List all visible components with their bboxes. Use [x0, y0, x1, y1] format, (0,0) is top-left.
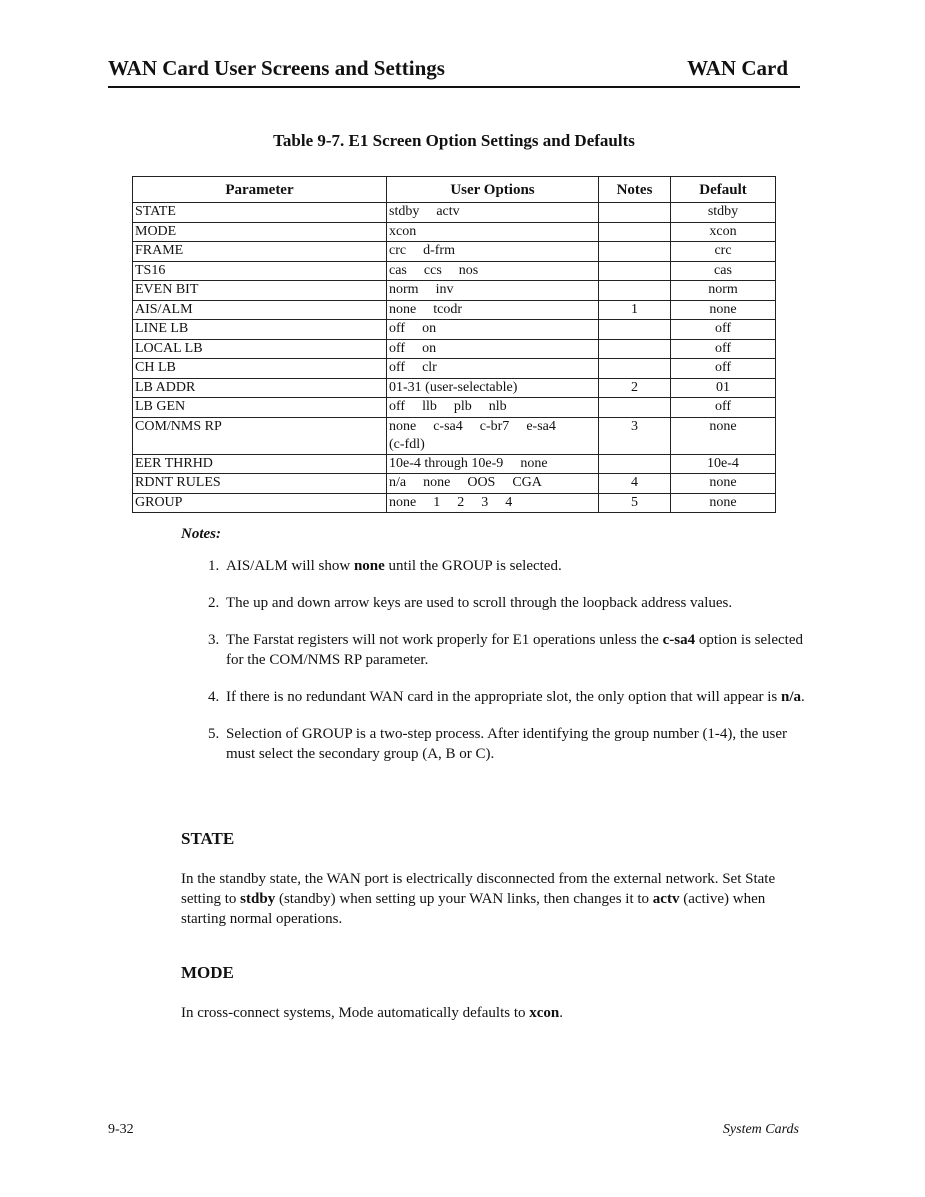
note-item [208, 593, 808, 613]
option-value: 10e-4 through 10e-9 [389, 455, 504, 471]
option-value: ccs [423, 262, 442, 278]
note-text: The up and down arrow keys are used to scroll through the loopback address values. [226, 595, 733, 611]
user-options-cell [387, 300, 599, 320]
user-options-cell [387, 359, 599, 379]
table-row [133, 281, 776, 301]
user-options-cell [387, 203, 599, 223]
header-title: WAN Card User Screens and Settings [108, 56, 445, 80]
notes-cell [599, 281, 671, 301]
option-value: inv [435, 282, 454, 297]
option-value: tcodr [433, 301, 462, 317]
bold-term: actv [652, 891, 680, 907]
option-value: 1 [433, 494, 441, 510]
notes-cell [599, 242, 671, 262]
default-cell: 10e-4 [671, 454, 776, 474]
option-value: CGA [512, 475, 542, 490]
option-value: off [389, 360, 406, 375]
option-value: nos [458, 262, 479, 278]
state-paragraph [181, 869, 801, 929]
table-row [133, 320, 776, 340]
note-text: The Farstat registers will not work properly for E1 operations unless the [226, 632, 663, 648]
notes-label: Notes: [181, 526, 221, 542]
note-text: until the GROUP is selected. [384, 558, 562, 574]
user-options-cell [387, 242, 599, 262]
option-value: none [520, 455, 548, 471]
option-value: crc [389, 243, 407, 258]
note-number: 1. [208, 558, 220, 574]
text-run: . [559, 1005, 563, 1021]
option-value: 4 [505, 494, 513, 510]
parameter-cell: EER THRHD [133, 454, 387, 474]
page-header [108, 54, 800, 88]
note-number: 3. [208, 632, 220, 648]
notes-cell [599, 203, 671, 223]
default-cell: none [671, 493, 776, 513]
parameter-cell: AIS/ALM [133, 300, 387, 320]
default-cell: off [671, 398, 776, 418]
text-run: (active) when starting normal operations. [181, 891, 766, 927]
user-options-cell [387, 320, 599, 340]
note-bold-term: none [353, 558, 385, 574]
table-row [133, 203, 776, 223]
note-text: If there is no redundant WAN card in the appropriate slot, the only option that will appear is [226, 689, 781, 705]
table-body [133, 203, 776, 513]
default-cell: 01 [671, 378, 776, 398]
option-value: cas [389, 262, 407, 278]
option-value: (c-fdl) [389, 436, 425, 452]
user-options-cell [387, 474, 599, 494]
column-header: User Options [387, 177, 599, 203]
table-row [133, 454, 776, 474]
option-value: none [423, 475, 451, 490]
user-options-cell [387, 261, 599, 281]
parameter-cell: RDNT RULES [133, 474, 387, 494]
option-value: 01-31 (user-selectable) [389, 379, 518, 395]
page-number: 9-32 [108, 1122, 134, 1137]
table-header-row [133, 177, 776, 203]
option-value: plb [453, 399, 472, 414]
notes-list [208, 556, 808, 781]
text-run: In cross-connect systems, Mode automatically defaults to [181, 1005, 530, 1021]
default-cell: norm [671, 281, 776, 301]
user-options-cell [387, 222, 599, 242]
user-options-cell [387, 281, 599, 301]
mode-paragraph [181, 1003, 801, 1023]
notes-cell: 5 [599, 493, 671, 513]
notes-cell [599, 222, 671, 242]
note-item [208, 724, 808, 764]
default-cell: off [671, 339, 776, 359]
option-value: none [389, 494, 417, 510]
table-row [133, 222, 776, 242]
option-value: c-sa4 [433, 418, 463, 434]
option-value: off [389, 399, 406, 414]
default-cell: stdby [671, 203, 776, 223]
notes-cell [599, 339, 671, 359]
bold-term: stdby [240, 891, 276, 907]
notes-cell: 4 [599, 474, 671, 494]
option-value: 2 [457, 494, 465, 510]
table-title: Table 9-7. E1 Screen Option Settings and Defaults [273, 131, 635, 150]
parameter-cell: TS16 [133, 261, 387, 281]
option-value: stdby [389, 204, 420, 219]
parameter-cell: LINE LB [133, 320, 387, 340]
note-item [208, 630, 808, 670]
note-text: option is selected for the COM/NMS RP parameter. [226, 632, 803, 668]
option-value: norm [389, 282, 419, 297]
notes-cell: 3 [599, 417, 671, 454]
note-item [208, 556, 808, 576]
user-options-cell [387, 417, 599, 454]
option-value: none [389, 418, 417, 434]
option-value: xcon [389, 223, 417, 239]
column-header: Parameter [133, 177, 387, 203]
table-row [133, 300, 776, 320]
user-options-cell [387, 339, 599, 359]
option-value: d-frm [423, 243, 455, 258]
note-bold-term: n/a [781, 689, 802, 705]
notes-cell [599, 359, 671, 379]
user-options-cell [387, 398, 599, 418]
option-value: none [389, 301, 417, 317]
table-row [133, 359, 776, 379]
table-row [133, 493, 776, 513]
parameter-cell: CH LB [133, 359, 387, 379]
note-number: 4. [208, 689, 220, 705]
table-row [133, 417, 776, 454]
parameter-cell: LB ADDR [133, 378, 387, 398]
option-value: c-br7 [479, 418, 510, 434]
notes-cell [599, 398, 671, 418]
default-cell: off [671, 359, 776, 379]
parameter-cell: STATE [133, 203, 387, 223]
option-value: n/a [389, 475, 407, 490]
note-bold-term: c-sa4 [662, 632, 696, 648]
table-row [133, 474, 776, 494]
parameter-cell: LOCAL LB [133, 339, 387, 359]
option-value: llb [422, 399, 437, 414]
option-value: e-sa4 [526, 418, 556, 434]
notes-cell: 2 [599, 378, 671, 398]
note-text: Selection of GROUP is a two-step process. After identifying the group number (1-4), the user must select the secondary group (A, B or C). [226, 726, 787, 762]
note-text: . [801, 689, 805, 705]
option-value: nlb [488, 399, 507, 414]
option-value: on [422, 321, 437, 336]
options-table [132, 176, 776, 513]
note-number: 2. [208, 595, 220, 611]
text-run: (standby) when setting up your WAN links, then changes it to [275, 891, 653, 907]
parameter-cell: EVEN BIT [133, 281, 387, 301]
option-value: 3 [481, 494, 489, 510]
text-run: In the standby state, the WAN port is electrically disconnected from the external network. Set State setting to [181, 871, 776, 907]
table-row [133, 339, 776, 359]
option-value: on [422, 340, 437, 356]
footer-chapter: System Cards [722, 1122, 799, 1137]
parameter-cell: GROUP [133, 493, 387, 513]
default-cell: none [671, 417, 776, 454]
header-section: WAN Card [687, 56, 788, 80]
notes-cell: 1 [599, 300, 671, 320]
notes-cell [599, 261, 671, 281]
state-heading: STATE [181, 829, 235, 848]
option-value: off [389, 340, 406, 356]
table-row [133, 242, 776, 262]
note-text: AIS/ALM will show [226, 558, 354, 574]
parameter-cell: FRAME [133, 242, 387, 262]
user-options-cell [387, 454, 599, 474]
column-header: Notes [599, 177, 671, 203]
notes-cell [599, 454, 671, 474]
parameter-cell: LB GEN [133, 398, 387, 418]
table-row [133, 261, 776, 281]
column-header: Default [671, 177, 776, 203]
parameter-cell: COM/NMS RP [133, 417, 387, 454]
default-cell: none [671, 300, 776, 320]
default-cell: cas [671, 261, 776, 281]
default-cell: none [671, 474, 776, 494]
option-value: actv [436, 204, 460, 219]
option-value: off [389, 321, 406, 336]
mode-heading: MODE [181, 963, 234, 982]
option-value: OOS [467, 475, 496, 490]
user-options-cell [387, 378, 599, 398]
note-number: 5. [208, 726, 220, 742]
notes-cell [599, 320, 671, 340]
option-value: clr [422, 360, 437, 375]
table-row [133, 378, 776, 398]
default-cell: off [671, 320, 776, 340]
table-row [133, 398, 776, 418]
default-cell: crc [671, 242, 776, 262]
bold-term: xcon [529, 1005, 560, 1021]
user-options-cell [387, 493, 599, 513]
default-cell: xcon [671, 222, 776, 242]
note-item [208, 687, 808, 707]
parameter-cell: MODE [133, 222, 387, 242]
